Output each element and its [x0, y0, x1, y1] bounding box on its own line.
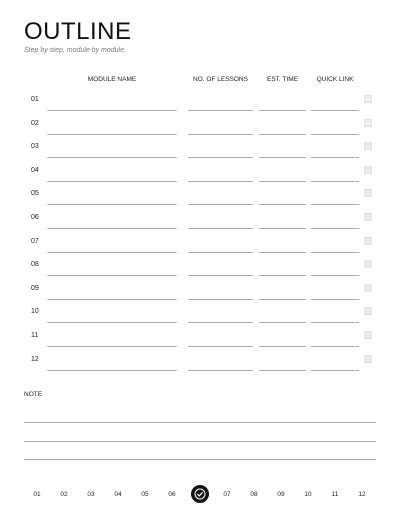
page-link[interactable]: 08: [250, 491, 258, 498]
done-checkbox[interactable]: [364, 260, 372, 268]
done-checkbox[interactable]: [364, 237, 372, 245]
done-checkbox[interactable]: [364, 166, 372, 174]
page-link[interactable]: 03: [87, 491, 95, 498]
row-number: 11: [31, 332, 39, 339]
row-number: 06: [31, 214, 39, 221]
page-navigation: [0, 484, 400, 506]
row-number: 05: [31, 190, 39, 198]
note-line[interactable]: [24, 441, 376, 442]
done-checkbox[interactable]: [364, 331, 372, 339]
note-line[interactable]: [24, 422, 376, 423]
page-subtitle: Step by step, module by module.: [24, 47, 126, 54]
note-label: NOTE: [24, 391, 43, 398]
row-number: 07: [31, 237, 39, 245]
table-row: [0, 348, 400, 372]
table-row: [0, 300, 400, 324]
table-row: [0, 277, 400, 301]
row-number: 08: [31, 261, 39, 269]
module-name-field[interactable]: [47, 370, 177, 371]
table-row: [0, 112, 400, 136]
page-link[interactable]: 07: [223, 491, 231, 498]
table-row: [0, 324, 400, 348]
done-checkbox[interactable]: [364, 307, 372, 315]
done-checkbox[interactable]: [364, 355, 372, 363]
row-number: 12: [31, 355, 39, 363]
page-link[interactable]: 09: [277, 491, 285, 498]
note-line[interactable]: [24, 459, 376, 460]
column-header-module-name: MODULE NAME: [87, 76, 137, 83]
table-row: [0, 159, 400, 183]
est-time-field[interactable]: [259, 370, 306, 371]
column-header-est-time: EST. TIME: [267, 76, 298, 83]
done-checkbox[interactable]: [364, 119, 372, 127]
table-row: [0, 135, 400, 159]
page-link[interactable]: 06: [168, 491, 176, 498]
page-link[interactable]: 11: [331, 491, 339, 498]
page-link[interactable]: 12: [358, 491, 366, 498]
row-number: 09: [31, 284, 39, 292]
page-link[interactable]: 02: [60, 491, 68, 498]
quick-link-field[interactable]: [311, 370, 359, 371]
row-number: 01: [31, 96, 39, 103]
column-header-quick-link: QUICK LINK: [316, 76, 354, 83]
column-header-lessons: NO. OF LESSONS: [193, 76, 248, 83]
done-checkbox[interactable]: [364, 142, 372, 150]
table-row: [0, 253, 400, 277]
page-link[interactable]: 10: [304, 491, 312, 498]
done-checkbox[interactable]: [364, 284, 372, 292]
page-link[interactable]: 01: [33, 491, 41, 498]
lessons-field[interactable]: [188, 370, 253, 371]
table-row: [0, 206, 400, 230]
current-page-check-icon[interactable]: [191, 485, 209, 503]
page-link[interactable]: 05: [141, 491, 149, 498]
table-row: [0, 88, 400, 112]
page-title: OUTLINE: [24, 18, 132, 45]
page-link[interactable]: 04: [114, 491, 122, 498]
table-row: [0, 230, 400, 254]
row-number: 04: [31, 166, 39, 174]
row-number: 03: [31, 143, 39, 151]
done-checkbox[interactable]: [364, 189, 372, 197]
row-number: 02: [31, 119, 39, 127]
done-checkbox[interactable]: [364, 95, 372, 103]
row-number: 10: [31, 308, 39, 316]
table-row: [0, 182, 400, 206]
done-checkbox[interactable]: [364, 213, 372, 221]
